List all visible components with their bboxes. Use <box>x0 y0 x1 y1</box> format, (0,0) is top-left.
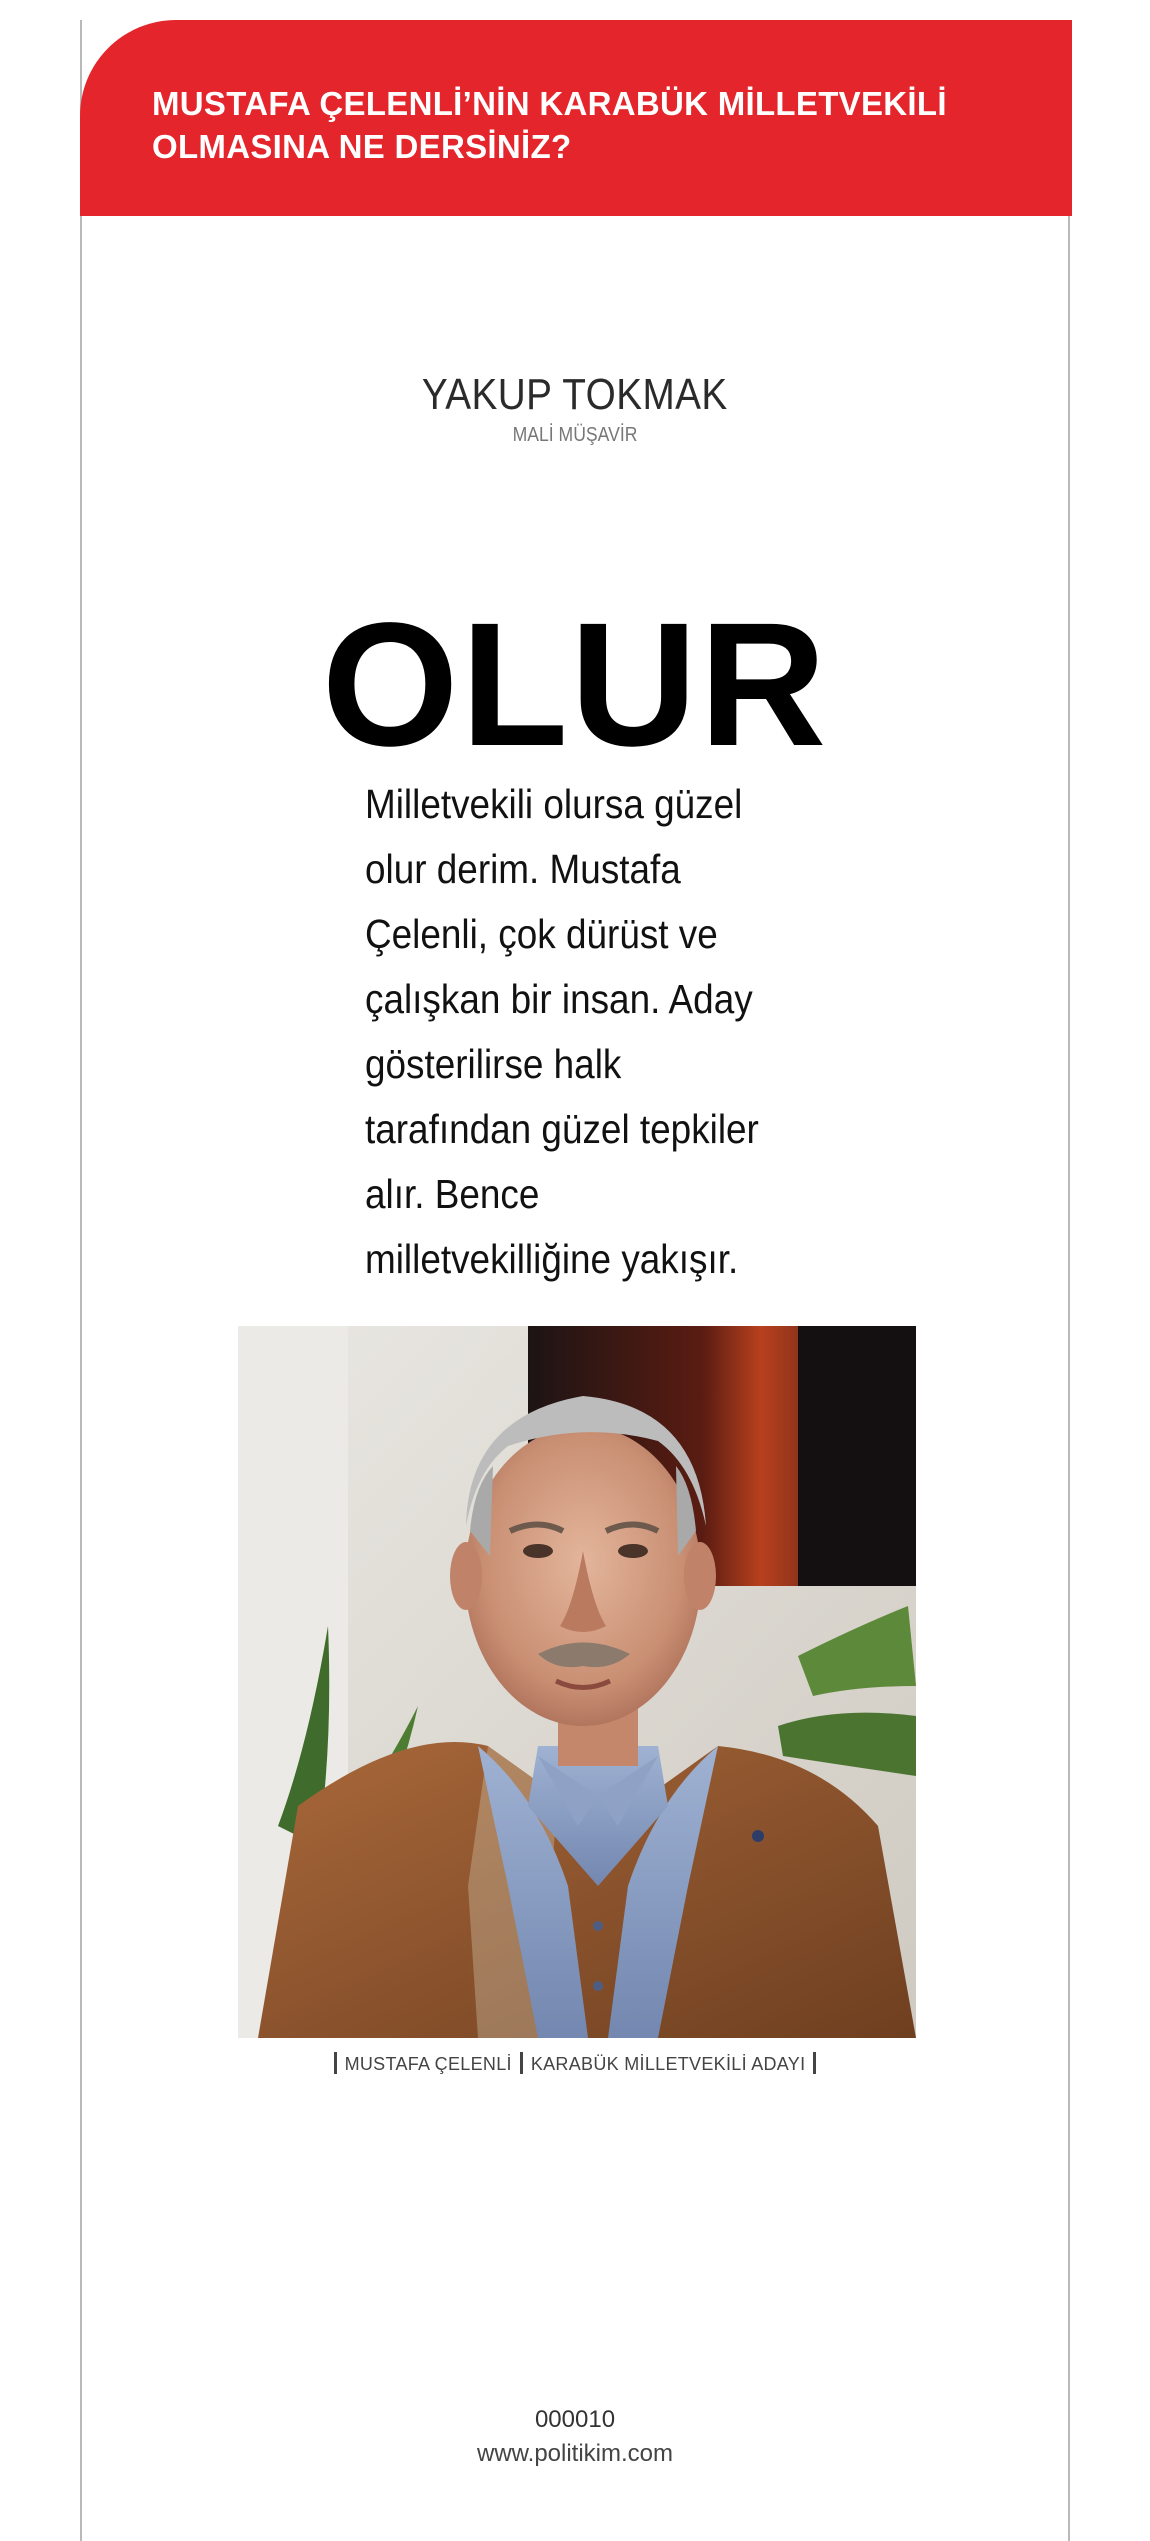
author-name: YAKUP TOKMAK <box>422 370 728 419</box>
footer-code: 000010 <box>534 2406 616 2433</box>
header-title: MUSTAFA ÇELENLİ’NİN KARABÜK MİLLETVEKİLİ OLMASINA NE DERSİNİZ? <box>152 85 947 165</box>
author-title: MALİ MÜŞAVİR <box>512 424 638 446</box>
footer <box>0 2403 1150 2471</box>
quote-text: Milletvekili olursa güzel olur derim. Mustafa Çelenli, çok dürüst ve çalışkan bir insan. Aday gösterilirse halk tarafından güzel tepkiler alır. Bence milletvekilliğine yakışır. <box>365 781 759 1282</box>
caption-divider <box>813 2052 816 2074</box>
caption-divider <box>520 2052 523 2074</box>
photo-caption <box>0 2052 1150 2075</box>
header-banner <box>80 20 1072 216</box>
answer-headline: OLUR <box>321 587 829 783</box>
caption-name: MUSTAFA ÇELENLİ <box>344 2054 512 2074</box>
caption-role: KARABÜK MİLLETVEKİLİ ADAYI <box>530 2054 806 2074</box>
portrait-photo <box>238 1326 916 2038</box>
caption-divider <box>334 2052 337 2074</box>
footer-website: www.politikim.com <box>476 2440 674 2467</box>
author-block <box>0 370 1150 447</box>
